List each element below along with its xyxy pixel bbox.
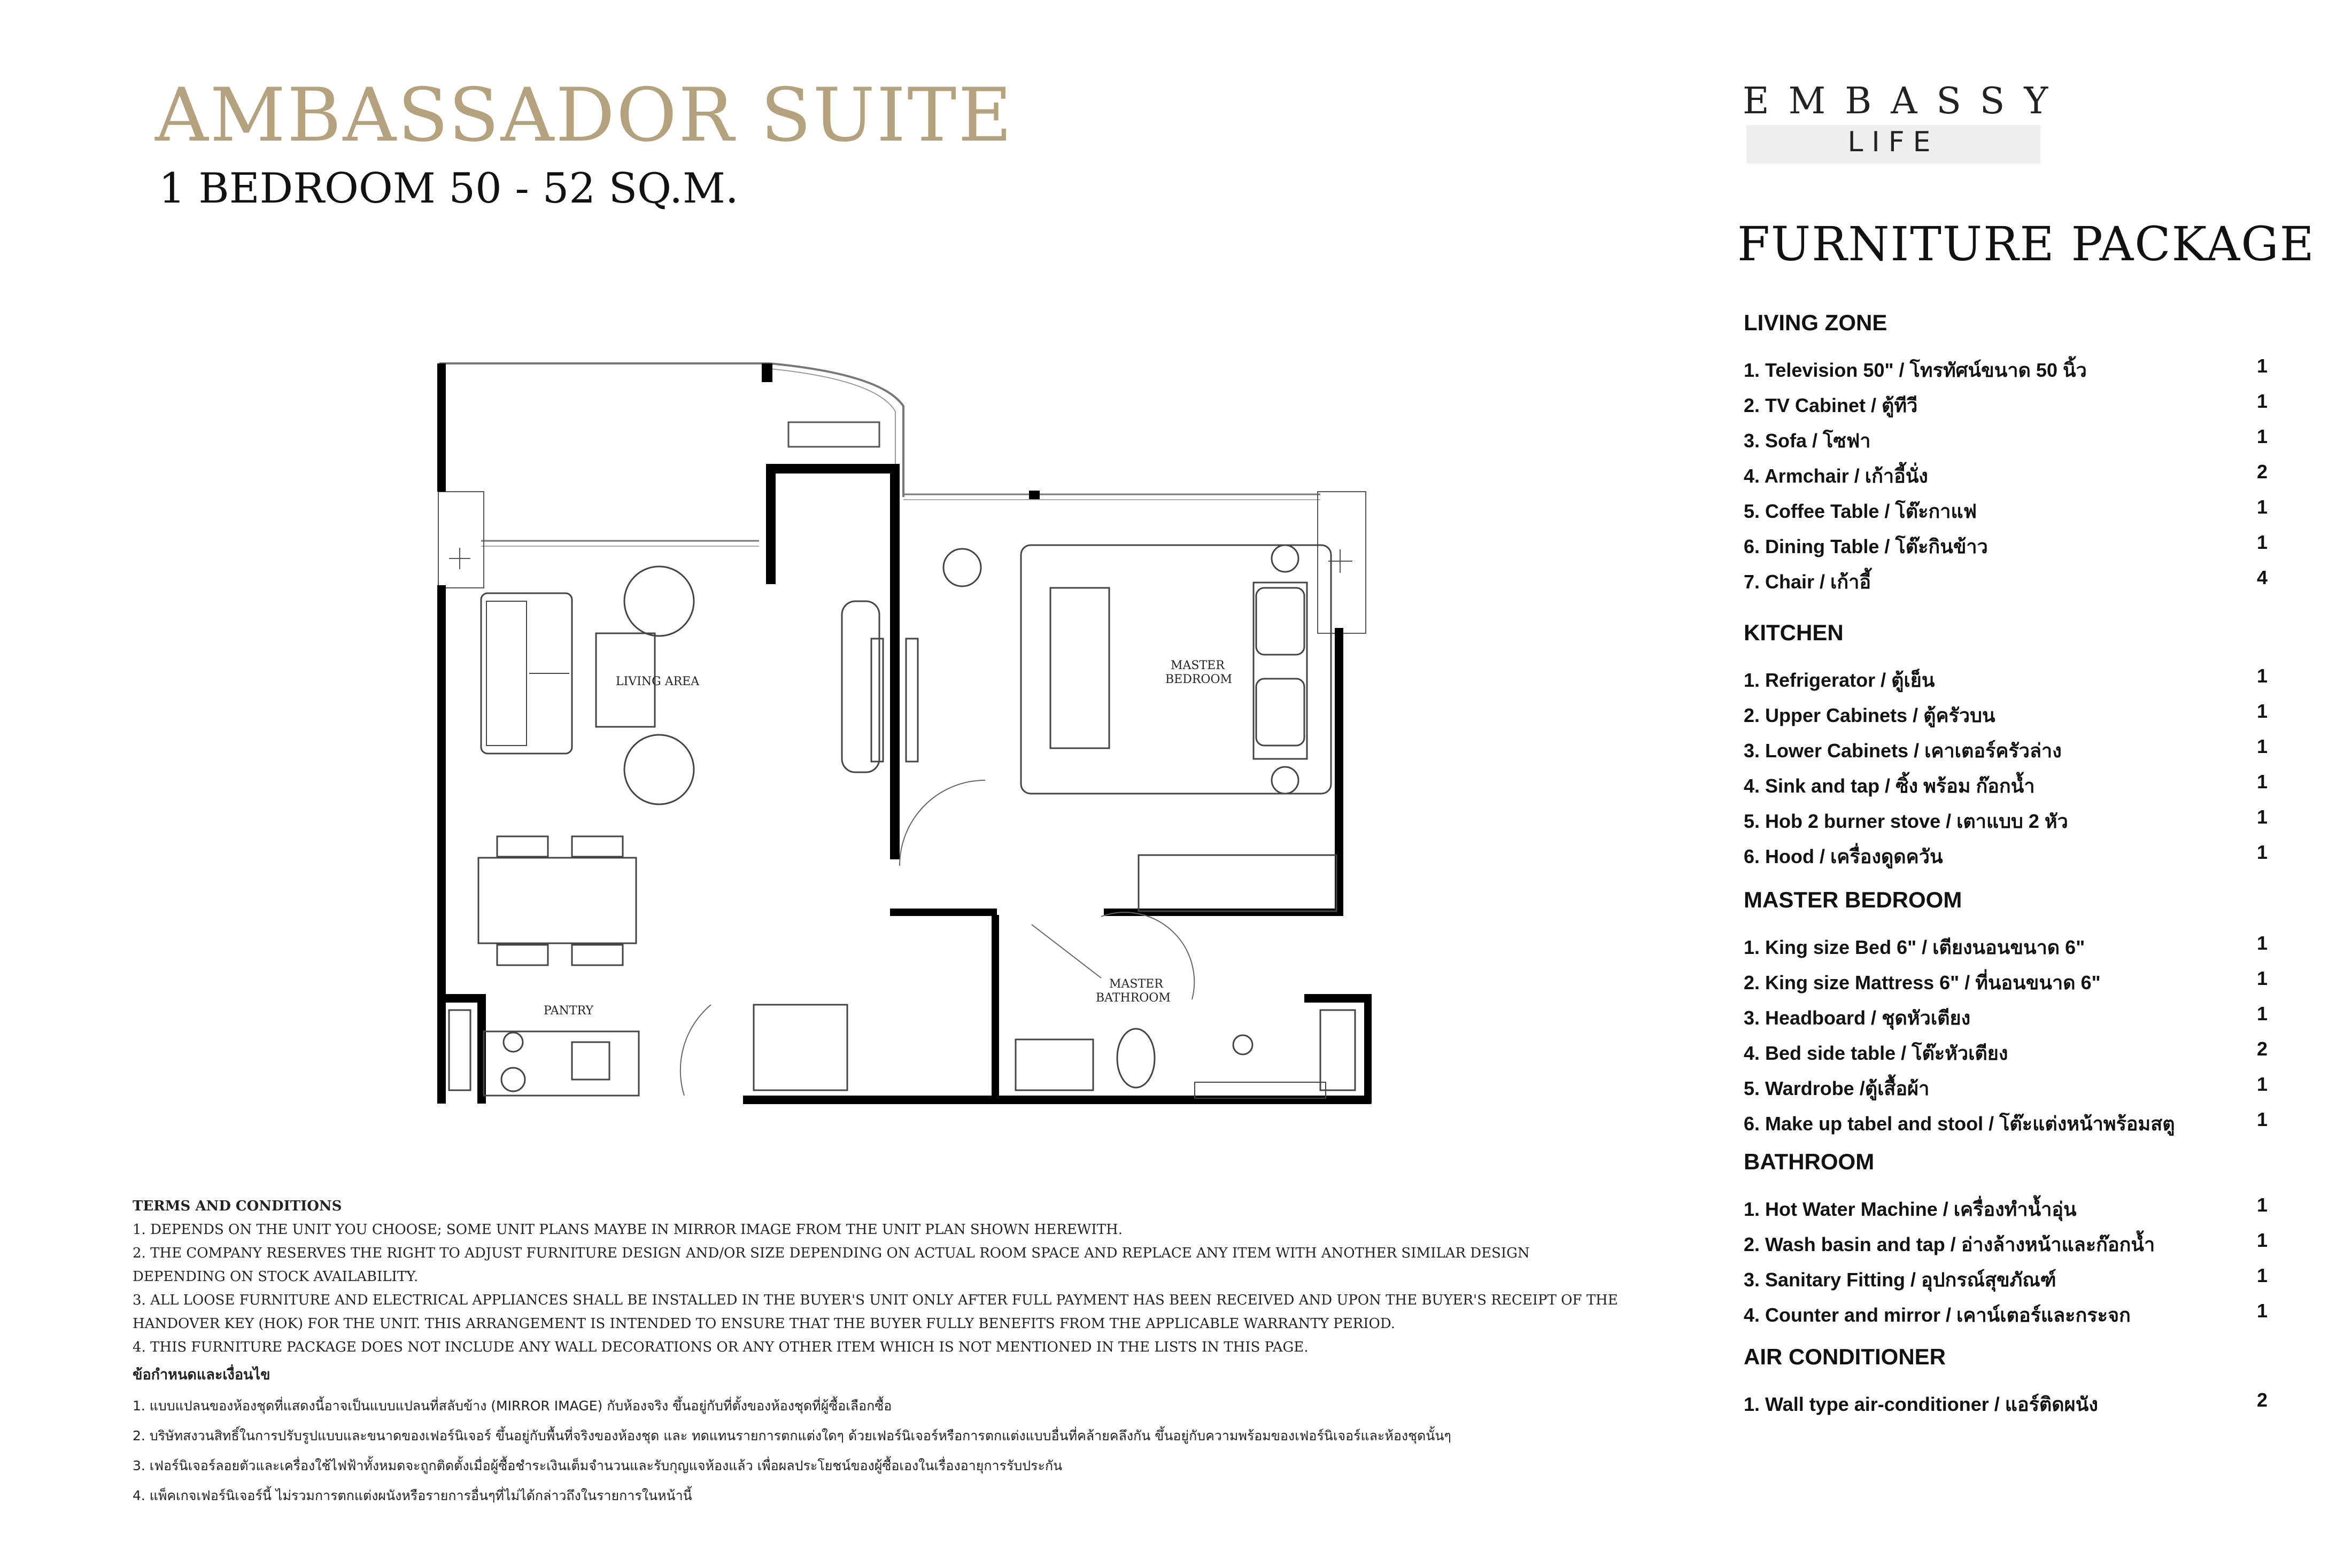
package-item bbox=[1744, 700, 2268, 730]
package-item bbox=[1744, 566, 2268, 596]
package-item-name: 2. TV Cabinet / ตู้ทีวี bbox=[1744, 394, 1918, 416]
package-item bbox=[1744, 665, 2268, 695]
package-item-quantity: 1 bbox=[2256, 665, 2268, 687]
package-section-heading: KITCHEN bbox=[1744, 620, 1844, 645]
package-item-quantity: 1 bbox=[2256, 1194, 2268, 1216]
package-item-quantity: 1 bbox=[2256, 771, 2268, 793]
package-item bbox=[1744, 1264, 2268, 1294]
package-item-name: 5. Wardrobe /ตู้เสื้อผ้า bbox=[1744, 1077, 1930, 1099]
thai-terms-line: 3. เฟอร์นิเจอร์ลอยตัวและเครื่องใช้ไฟฟ้าทั้งหมดจะถูกติดตั้งเมื่อผู้ซื้อชำระเงินเต็มจำนวนและรับกุญแจห้องแล้ว เพื่อผลประโยชน์ของผู้ซื้อเองในเรื่องอายุการรับประกัน bbox=[133, 1458, 1063, 1473]
package-item-name: 5. Hob 2 burner stove / เตาแบบ 2 หัว bbox=[1744, 810, 2068, 832]
terms-line: 1. DEPENDS ON THE UNIT YOU CHOOSE; SOME UNIT PLANS MAYBE IN MIRROR IMAGE FROM THE UNIT PLAN SHOWN HEREWITH. bbox=[133, 1222, 1123, 1238]
terms-line: HANDOVER KEY (HOK) FOR THE UNIT. THIS ARRANGEMENT IS INTENDED TO ENSURE THAT THE BUYER FULLY BENEFITS FROM THE APPLICABLE WARRANTY PERIOD. bbox=[133, 1316, 1396, 1332]
package-item-quantity: 2 bbox=[2256, 1038, 2268, 1060]
package-item-name: 3. Headboard / ชุดหัวเตียง bbox=[1744, 1007, 1971, 1029]
package-item-name: 2. Upper Cabinets / ตู้ครัวบน bbox=[1744, 704, 1995, 726]
package-item bbox=[1744, 496, 2268, 526]
terms-line: 4. THIS FURNITURE PACKAGE DOES NOT INCLUDE ANY WALL DECORATIONS OR ANY OTHER ITEM WHICH IS NOT MENTIONED IN THE LISTS IN THIS PAGE. bbox=[133, 1339, 1309, 1355]
package-item-name: 2. Wash basin and tap / อ่างล้างหน้าและก๊อกน้ำ bbox=[1744, 1233, 2155, 1255]
package-item-quantity: 1 bbox=[2256, 806, 2268, 828]
master-bathroom-label-line1: MASTER bbox=[1109, 977, 1163, 991]
package-item bbox=[1744, 1038, 2268, 1068]
package-item-quantity: 1 bbox=[2256, 1108, 2268, 1130]
package-item bbox=[1744, 1073, 2268, 1103]
package-section-heading: LIVING ZONE bbox=[1744, 310, 1887, 335]
package-item bbox=[1744, 967, 2268, 997]
package-item bbox=[1744, 390, 2268, 420]
package-item-name: 1. Hot Water Machine / เครื่องทำน้ำอุ่น bbox=[1744, 1198, 2077, 1220]
package-item-name: 5. Coffee Table / โต๊ะกาแฟ bbox=[1744, 500, 1977, 522]
package-item-name: 4. Armchair / เก้าอี้นั่ง bbox=[1744, 465, 1928, 487]
package-section-heading: BATHROOM bbox=[1744, 1149, 1875, 1174]
package-item-quantity: 1 bbox=[2256, 841, 2268, 863]
terms-line: 3. ALL LOOSE FURNITURE AND ELECTRICAL APPLIANCES SHALL BE INSTALLED IN THE BUYER'S UNIT ONLY AFTER FULL PAYMENT HAS BEEN RECEIVED AND UPON THE BUYER'S RECEIPT OF THE bbox=[133, 1292, 1618, 1308]
living-area-label: LIVING AREA bbox=[616, 675, 700, 688]
package-item-quantity: 1 bbox=[2256, 967, 2268, 989]
package-item-name: 6. Dining Table / โต๊ะกินข้าว bbox=[1744, 535, 1988, 557]
package-item bbox=[1744, 1300, 2268, 1330]
package-item-name: 6. Make up tabel and stool / โต๊ะแต่งหน้าพร้อมสตู bbox=[1744, 1113, 2175, 1135]
furniture-package-title: FURNITURE PACKAGE bbox=[1737, 216, 2315, 271]
brand-logo-top: EMBASSY bbox=[1743, 80, 2068, 122]
package-item-name: 1. Refrigerator / ตู้เย็น bbox=[1744, 669, 1935, 691]
package-item-quantity: 1 bbox=[2256, 1229, 2268, 1251]
package-item bbox=[1744, 771, 2268, 801]
package-item-quantity: 1 bbox=[2256, 932, 2268, 954]
package-item bbox=[1744, 425, 2268, 455]
package-item bbox=[1744, 841, 2268, 871]
terms-line: 2. THE COMPANY RESERVES THE RIGHT TO ADJUST FURNITURE DESIGN AND/OR SIZE DEPENDING ON ACTUAL ROOM SPACE AND REPLACE ANY ITEM WITH ANOTHER SIMILAR DESIGN bbox=[133, 1245, 1530, 1261]
package-item-quantity: 1 bbox=[2256, 1300, 2268, 1322]
package-item-name: 4. Sink and tap / ซิ้ง พร้อม ก๊อกน้ำ bbox=[1744, 775, 2035, 797]
package-item-quantity: 2 bbox=[2256, 1389, 2268, 1411]
package-item-quantity: 2 bbox=[2256, 461, 2268, 483]
package-item-name: 3. Lower Cabinets / เคาเตอร์ครัวล่าง bbox=[1744, 740, 2062, 762]
package-item-name: 3. Sofa / โซฟา bbox=[1744, 430, 1871, 452]
pantry-label: PANTRY bbox=[544, 1004, 594, 1018]
package-item-quantity: 1 bbox=[2256, 425, 2268, 447]
thai-terms-line: 1. แบบแปลนของห้องชุดที่แสดงนี้อาจเป็นแบบแปลนที่สลับข้าง (MIRROR IMAGE) กับห้องจริง ขึ้นอยู่กับที่ตั้งของห้องชุดที่ผู้ซื้อเลือกซื้อ bbox=[133, 1398, 892, 1414]
page-title: AMBASSADOR SUITE bbox=[155, 72, 1014, 158]
floor-plan bbox=[428, 353, 1390, 1122]
package-item-name: 2. King size Mattress 6" / ที่นอนขนาด 6" bbox=[1744, 972, 2101, 993]
package-item-name: 7. Chair / เก้าอี้ bbox=[1744, 571, 1871, 593]
package-item-quantity: 1 bbox=[2256, 531, 2268, 553]
package-item bbox=[1744, 1194, 2268, 1224]
thai-terms-heading: ข้อกำหนดและเงื่อนไข bbox=[133, 1367, 270, 1383]
package-item-name: 1. Television 50" / โทรทัศน์ขนาด 50 นิ้ว bbox=[1744, 359, 2087, 381]
package-item bbox=[1744, 1229, 2268, 1259]
package-item bbox=[1744, 1389, 2268, 1419]
package-item-quantity: 1 bbox=[2256, 735, 2268, 757]
brand-logo-bottom: LIFE bbox=[1847, 126, 1939, 158]
master-bedroom-label-line2: BEDROOM bbox=[1165, 673, 1233, 686]
package-item bbox=[1744, 461, 2268, 491]
package-item-quantity: 1 bbox=[2256, 1073, 2268, 1095]
package-item-quantity: 1 bbox=[2256, 355, 2268, 377]
page-subtitle: 1 BEDROOM 50 - 52 SQ.M. bbox=[159, 165, 739, 213]
package-item-quantity: 4 bbox=[2256, 566, 2268, 588]
thai-terms-line: 4. แพ็คเกจเฟอร์นิเจอร์นี้ ไม่รวมการตกแต่งผนังหรือรายการอื่นๆที่ไม่ได้กล่าวถึงในรายการในหน้านี้ bbox=[133, 1488, 692, 1503]
terms-and-conditions bbox=[133, 1194, 1629, 1511]
package-item bbox=[1744, 355, 2268, 385]
package-section-heading: MASTER BEDROOM bbox=[1744, 887, 1962, 912]
terms-heading: TERMS AND CONDITIONS bbox=[133, 1198, 342, 1214]
package-item-quantity: 1 bbox=[2256, 390, 2268, 412]
master-bedroom-label-line1: MASTER bbox=[1171, 659, 1225, 672]
package-item-name: 6. Hood / เครื่องดูดควัน bbox=[1744, 845, 1943, 867]
package-item-name: 1. King size Bed 6" / เตียงนอนขนาด 6" bbox=[1744, 936, 2085, 958]
package-item-name: 4. Counter and mirror / เคาน์เตอร์และกระจก bbox=[1744, 1304, 2131, 1326]
thai-terms-line: 2. บริษัทสงวนสิทธิ์ในการปรับรูปแบบและขนาดของเฟอร์นิเจอร์ ขึ้นอยู่กับพื้นที่จริงของห้องชุด และ ทดแทนรายการตกแต่งใดๆ ด้วยเฟอร์นิเจอร์หรือการตกแต่งแบบอื่นที่คล้ายคลึงกัน ขึ้นอยู่กับความพร้อมของเฟอร์นิเจอร์และห้องชุดนั้นๆ bbox=[133, 1428, 1451, 1443]
package-item bbox=[1744, 531, 2268, 561]
package-section-heading: AIR CONDITIONER bbox=[1744, 1344, 1946, 1369]
package-item-name: 3. Sanitary Fitting / อุปกรณ์สุขภัณฑ์ bbox=[1744, 1269, 2056, 1291]
package-item-quantity: 1 bbox=[2256, 700, 2268, 722]
package-item bbox=[1744, 806, 2268, 836]
package-item bbox=[1744, 932, 2268, 962]
master-bathroom-label-line2: BATHROOM bbox=[1096, 991, 1171, 1005]
package-item-quantity: 1 bbox=[2256, 496, 2268, 518]
package-item-quantity: 1 bbox=[2256, 1003, 2268, 1024]
package-item bbox=[1744, 1003, 2268, 1033]
package-item-name: 1. Wall type air-conditioner / แอร์ติดผนัง bbox=[1744, 1393, 2098, 1415]
terms-line: DEPENDING ON STOCK AVAILABILITY. bbox=[133, 1269, 419, 1285]
package-item-name: 4. Bed side table / โต๊ะหัวเตียง bbox=[1744, 1042, 2008, 1064]
package-item bbox=[1744, 1108, 2268, 1138]
package-item-quantity: 1 bbox=[2256, 1264, 2268, 1286]
package-item bbox=[1744, 735, 2268, 765]
